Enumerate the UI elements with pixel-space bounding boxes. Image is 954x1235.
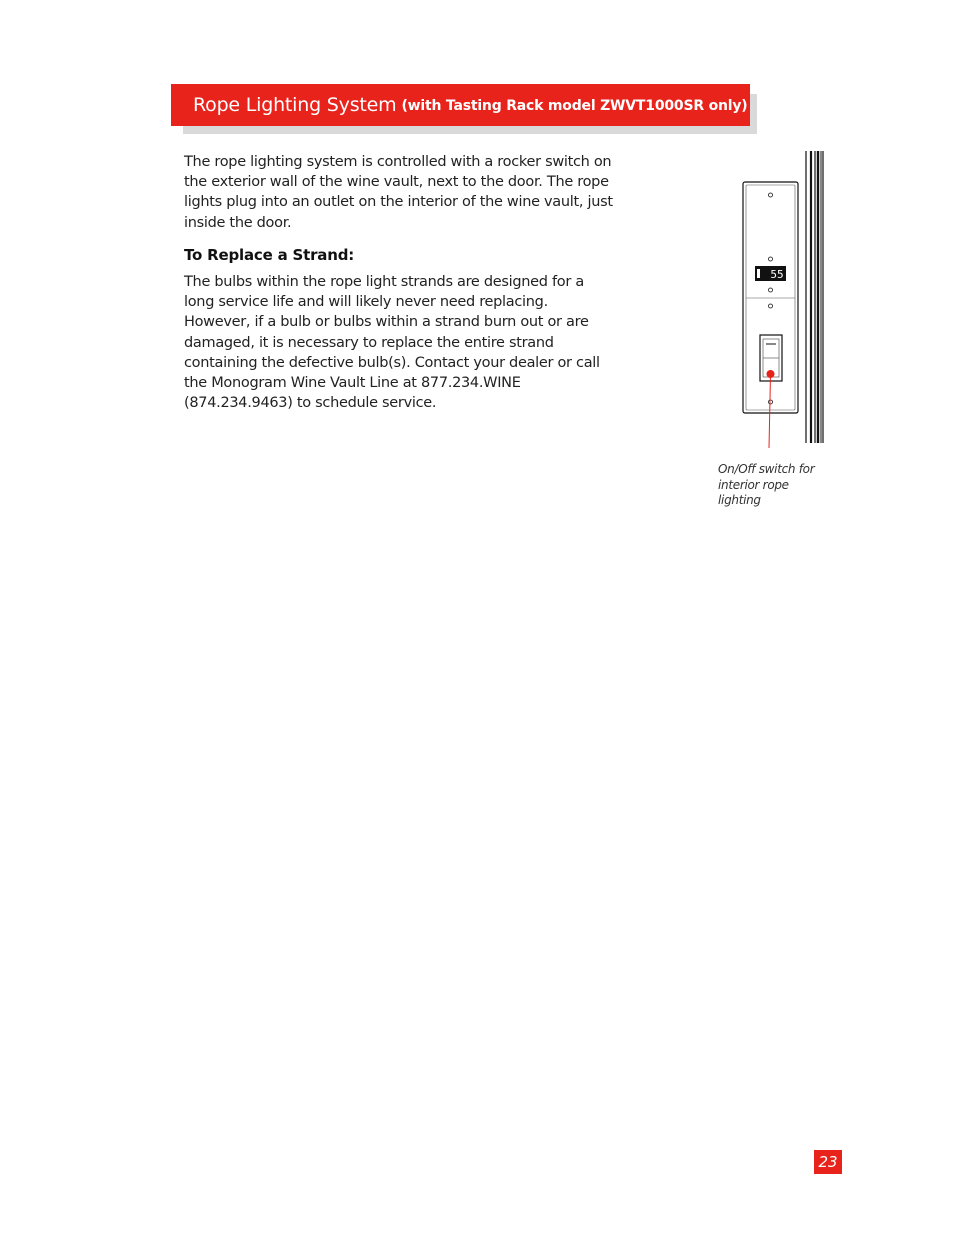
display-readout: 55 (770, 268, 784, 281)
section-subtitle: (with Tasting Rack model ZWVT1000SR only) (401, 98, 748, 114)
section-title: Rope Lighting System (193, 94, 397, 116)
replace-strand-heading: To Replace a Strand: (184, 246, 355, 264)
intro-paragraph: The rope lighting system is controlled with a rocker switch on the exterior wall of the wine vault, next to the door. The rope lights plug into an outlet on the interior of the wine vault, just inside the door. (184, 154, 613, 231)
door-frame-lines (806, 151, 823, 443)
wall-switch-panel-illustration (735, 148, 830, 448)
page-number: 23 (814, 1150, 842, 1174)
section-header (171, 84, 750, 126)
figure-caption: On/Off switch for interior rope lighting (718, 462, 815, 507)
replace-strand-paragraph: The bulbs within the rope light strands are designed for a long service life and will likely never need replacing. However, if a bulb or bulbs within a strand burn out or are damaged, it is necessary to replace the entire strand containing the defective bulb(s). Contact your dealer or call the Monogram Wine Vault Line at 877.234.WINE (874.234.9463) to schedule service. (184, 274, 600, 412)
